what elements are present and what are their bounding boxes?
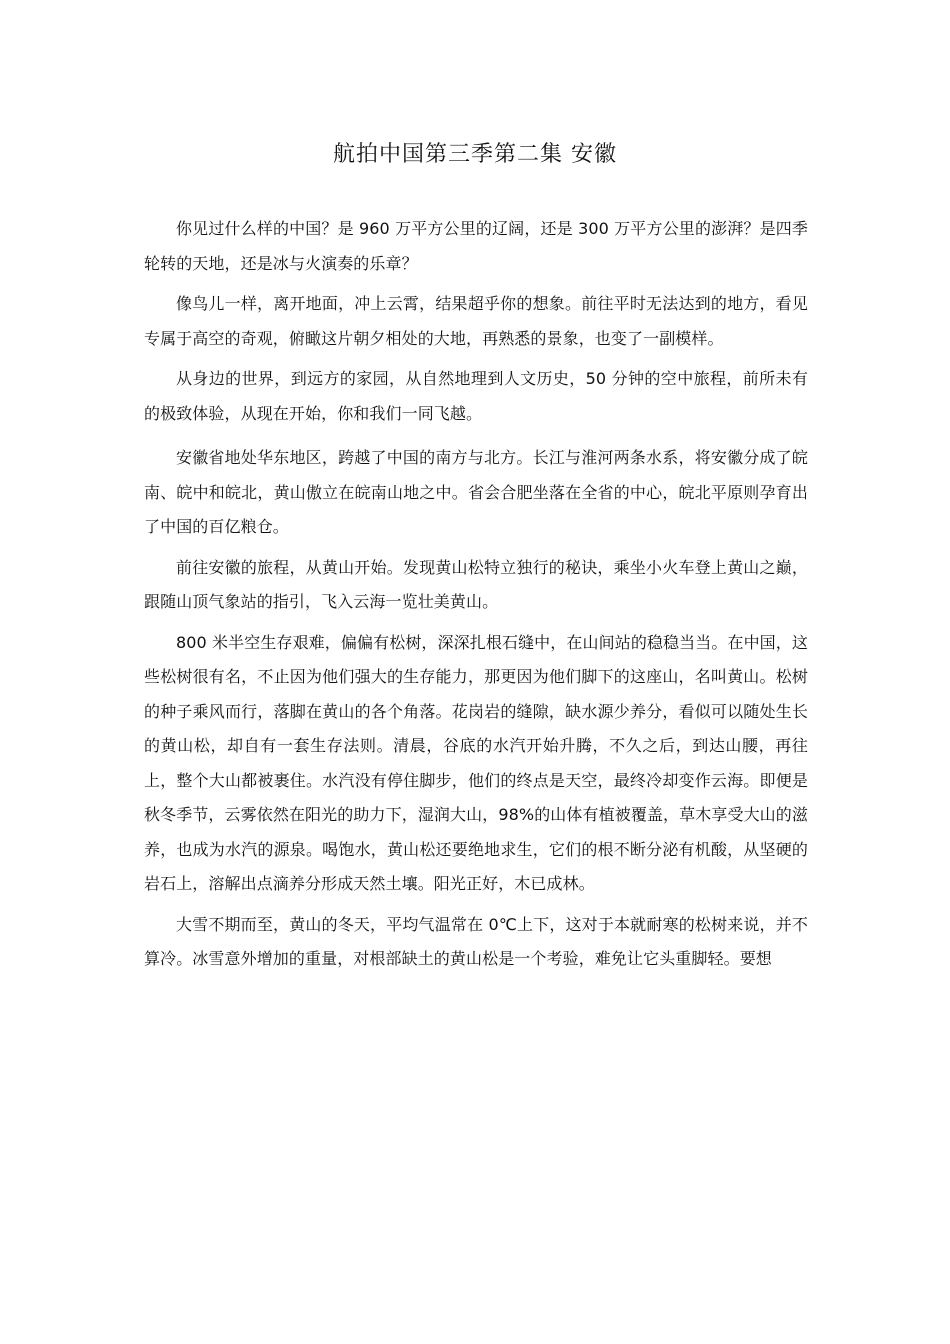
paragraph-intro: 你见过什么样的中国？是 960 万平方公里的辽阔，还是 300 万平方公里的澎湃？是四季轮转的天地，还是冰与火演奏的乐章？: [144, 219, 808, 273]
paragraph-anhui-overview: 安徽省地处华东地区，跨越了中国的南方与北方。长江与淮河两条水系，将安徽分成了皖南、皖中和皖北，黄山傲立在皖南山地之中。省会合肥坐落在全省的中心，皖北平原则孕育出了中国的百亿粮仓。: [144, 448, 808, 536]
paragraph-huangshan-pines: 800 米半空生存艰难，偏偏有松树，深深扎根石缝中，在山间站的稳稳当当。在中国，这些松树很有名，不止因为他们强大的生存能力，那更因为他们脚下的这座山，名叫黄山。松树的种子乘风而行，落脚在黄山的各个角落。花岗岩的缝隙，缺水源少养分，看似可以随处生长的黄山松，却自有一套生存法则。清晨，谷底的水汽开始升腾，不久之后，到达山腰，再往上，整个大山都被裹住。水汽没有停住脚步，他们的终点是天空，最终冷却变作云海。即便是秋冬季节，云雾依然在阳光的助力下，湿润大山，98%的山体有植被覆盖，草木享受大山的滋养，也成为水汽的源泉。喝饱水，黄山松还要绝地求生，它们的根不断分泌有机酸，从坚硬的岩石上，溶解出点滴养分形成天然土壤。阳光正好，木已成林。: [144, 632, 808, 893]
paragraph-journey: 从身边的世界，到远方的家园，从自然地理到人文历史，50 分钟的空中旅程，前所未有的极致体验，从现在开始，你和我们一同飞越。: [144, 369, 808, 423]
paragraph-like-birds: 像鸟儿一样，离开地面，冲上云霄，结果超乎你的想象。前往平时无法达到的地方，看见专属于高空的奇观，俯瞰这片朝夕相处的大地，再熟悉的景象，也变了一副模样。: [144, 294, 808, 348]
document-body: [144, 212, 808, 977]
paragraph-winter-snow: 大雪不期而至，黄山的冬天，平均气温常在 0℃上下，这对于本就耐寒的松树来说，并不算冷。冰雪意外增加的重量，对根部缺土的黄山松是一个考验，难免让它头重脚轻。要想: [144, 914, 808, 968]
paragraph-huangshan-start: 前往安徽的旅程，从黄山开始。发现黄山松特立独行的秘诀，乘坐小火车登上黄山之巅，跟随山顶气象站的指引，飞入云海一览壮美黄山。: [144, 557, 808, 611]
document-title: 航拍中国第三季第二集 安徽: [333, 142, 617, 167]
